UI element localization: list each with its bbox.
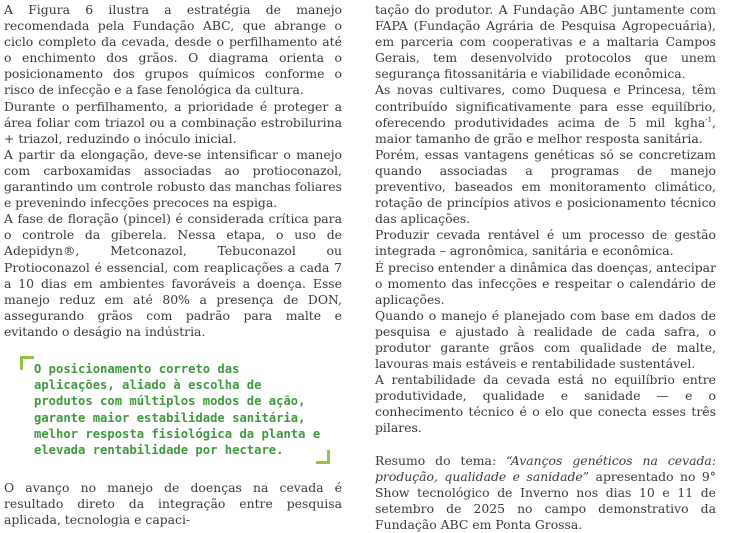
paragraph: A rentabilidade da cevada está no equilíbrio entre produtividade, qualidade e sanidade — e o conhecimento técnico é o elo que conecta esses três pilares. <box>375 372 716 436</box>
quote-corner-top-left <box>20 356 34 370</box>
paragraph: A partir da elongação, deve-se intensificar o manejo com carboxamidas associadas ao protioconazol, garantindo um controle robusto das manchas foliares e prevenindo infecções precoces na espiga. <box>4 146 342 211</box>
right-column <box>375 2 716 533</box>
paragraph: A Figura 6 ilustra a estratégia de manejo recomendada pela Fundação ABC, que abrange o ciclo completo da cevada, desde o perfilhamento até o enchimento dos grãos. O diagrama orienta o posicionamento dos grupos químicos conforme o risco de infecção e a fase fenológica da cultura. <box>4 2 342 98</box>
paragraph: O avanço no manejo de doenças na cevada é resultado direto da integração entre pesquisa aplicada, tecnologia e capaci- <box>4 480 342 528</box>
summary-note <box>375 453 716 533</box>
pull-quote <box>20 356 326 464</box>
summary-title: “Avanços genéticos na cevada: produção, qualidade e sanidade” <box>375 452 716 484</box>
paragraph: Produzir cevada rentável é um processo de gestão integrada – agronômica, sanitária e econômica. <box>375 227 716 259</box>
quote-corner-bottom-right <box>316 450 330 464</box>
paragraph: É preciso entender a dinâmica das doenças, antecipar o momento das infecções e respeitar o calendário de aplicações. <box>375 259 716 307</box>
paragraph: A fase de floração (pincel) é considerada crítica para o controle da giberela. Nessa etapa, o uso de Adepidyn®, Metconazol, Tebuconazol ou Protioconazol é essencial, com reaplicações a cada 7 a 10 dias em ambientes favoráveis a doença. Esse manejo reduz em até 80% a presença de DON, assegurando grãos com padrão para malte e evitando o deságio na indústria. <box>4 211 342 339</box>
paragraph: tação do produtor. A Fundação ABC juntamente com FAPA (Fundação Agrária de Pesquisa Agropecuária), em parceria com cooperativas e a maltaria Campos Gerais, tem desenvolvido protocolos que unem segurança fitossanitária e viabilidade econômica. <box>375 2 716 82</box>
superscript: -1 <box>705 115 713 124</box>
summary-suffix: apresentado no 9° Show tecnológico de Inverno nos dias 10 e 11 de setembro de 2025 no campo demonstrativo da Fundação ABC em Ponta Grossa. <box>375 468 717 532</box>
paragraph: Porém, essas vantagens genéticas só se concretizam quando associadas a programas de manejo preventivo, baseados em monitoramento climático, rotação de princípios ativos e posicionamento técnico das aplicações. <box>375 146 716 227</box>
paragraph-text: , maior tamanho de grão e melhor resposta sanitária. <box>375 114 716 146</box>
paragraph-text: As novas cultivares, como Duquesa e Princesa, têm contribuído significativamente para esse equilíbrio, oferecendo produtividades acima de 5 mil kgha <box>375 82 716 130</box>
paragraph: Quando o manejo é planejado com base em dados de pesquisa e ajustado à realidade de cada safra, o produtor garante grãos com qualidade de malte, lavouras mais estáveis e rentabilidade sustentável. <box>375 307 716 372</box>
paragraph: Durante o perfilhamento, a prioridade é proteger a área foliar com triazol ou a combinação estrobilurina + triazol, reduzindo o inóculo inicial. <box>4 98 342 146</box>
left-column <box>4 2 342 528</box>
paragraph <box>375 82 716 146</box>
pull-quote-text: O posicionamento correto das aplicações, aliado à escolha de produtos com múltiplos modos de ação, garante maior estabilidade sanitária, melhor resposta fisiológica da planta e elevada rentabilidade por hectare. <box>34 361 321 457</box>
summary-prefix: Resumo do tema: <box>375 452 507 468</box>
